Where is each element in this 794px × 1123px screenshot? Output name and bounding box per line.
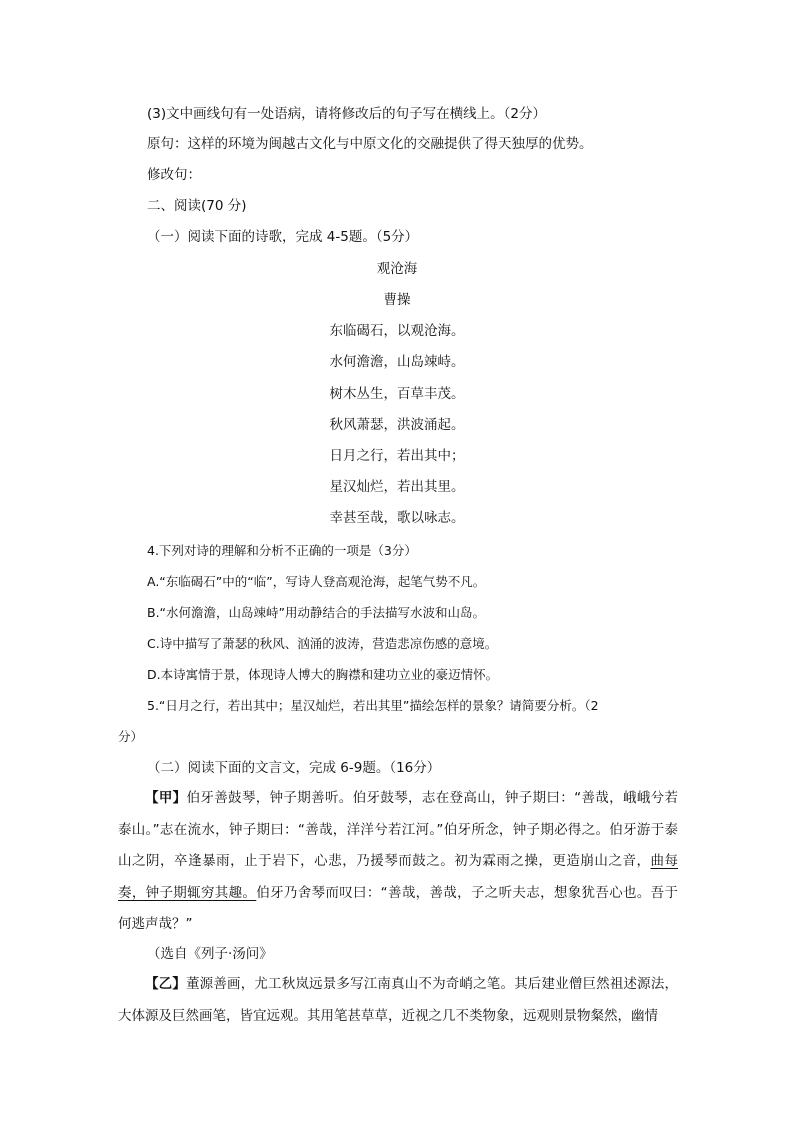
passage-jia-text: 伯牙善鼓琴，钟子期善听。伯牙鼓琴，志在登高山，钟子期曰：“善哉，峨峨兮若泰山。”志在流水，钟子期曰：“善哉，洋洋兮若江河。”伯牙所念，钟子期必得之。伯牙游于泰山之阴，卒逢暴雨，止于岩下，心悲，乃援琴而鼓之。初为霖雨之操，更造崩山之音， bbox=[118, 790, 678, 869]
passage-jia-text-continued: 伯牙乃舍琴而叹曰：“善哉，善哉，子之听夫志，想象犹吾心也。吾于何逃声哉？” bbox=[118, 884, 678, 932]
poem-author: 曹操 bbox=[383, 292, 411, 308]
passage-yi-text: 董源善画，尤工秋岚远景多写江南真山不为奇峭之笔。其后建业僧巨然祖述源法，大体源及巨然画笔，皆宜远观。其用笔甚草草，近视之几不类物象，远观则景物粲然，幽情 bbox=[118, 976, 679, 1024]
question-4-option-b: B.“水何澹澹，山岛竦峙”用动静结合的手法描写水波和山岛。 bbox=[147, 605, 486, 620]
part-2-title: （二）阅读下面的文言文，完成 6-9题。（16分） bbox=[147, 760, 441, 776]
question-3-original-sentence: 原句：这样的环境为闽越古文化与中原文化的交融提供了得天独厚的优势。 bbox=[147, 136, 593, 152]
question-4-option-d: D.本诗寓情于景，体现诗人博大的胸襟和建功立业的豪迈情怀。 bbox=[147, 667, 499, 682]
poem-title: 观沧海 bbox=[376, 261, 418, 277]
question-4-stem: 4.下列对诗的理解和分析不正确的一项是（3分） bbox=[147, 543, 417, 558]
poem-line: 幸甚至哉，歌以咏志。 bbox=[329, 510, 465, 526]
poem-line: 东临碣石，以观沧海。 bbox=[329, 323, 465, 339]
passage-yi-marker: 【乙】 bbox=[145, 976, 187, 992]
poem-line: 水何澹澹，山岛竦峙。 bbox=[329, 354, 465, 370]
poem-line: 树木丛生，百草丰茂。 bbox=[329, 386, 465, 402]
question-3-title: (3)文中画线句有一处语病，请将修改后的句子写在横线上。（2分） bbox=[147, 106, 546, 122]
poem-line: 秋风萧瑟，洪波涌起。 bbox=[329, 417, 465, 433]
poem-line: 星汉灿烂，若出其里。 bbox=[329, 479, 465, 495]
question-5-stem-continued: 分） bbox=[118, 729, 144, 744]
passage-yi bbox=[118, 969, 678, 1032]
passage-jia-underlined-sentence: 曲每奏，钟子期辄穷其趣。 bbox=[118, 853, 679, 901]
question-3-revised-label: 修改句： bbox=[147, 167, 201, 183]
question-4-option-a: A.“东临碣石”中的“临”，写诗人登高观沧海，起笔气势不凡。 bbox=[147, 574, 486, 589]
poem-line: 日月之行，若出其中； bbox=[329, 448, 465, 464]
part-1-title: （一）阅读下面的诗歌，完成 4-5题。（5分） bbox=[147, 229, 419, 245]
question-5-stem: 5.“日月之行，若出其中；星汉灿烂，若出其里”描绘怎样的景象？请简要分析。（2 bbox=[147, 698, 599, 713]
passage-jia-source: （选自《列子·汤问》 bbox=[147, 946, 273, 962]
passage-jia bbox=[118, 783, 678, 941]
question-4-option-c: C.诗中描写了萧瑟的秋风、汹涌的波涛，营造悲凉伤感的意境。 bbox=[147, 636, 498, 651]
section-2-title: 二、阅读(70 分) bbox=[147, 198, 247, 214]
passage-jia-marker: 【甲】 bbox=[145, 790, 187, 806]
